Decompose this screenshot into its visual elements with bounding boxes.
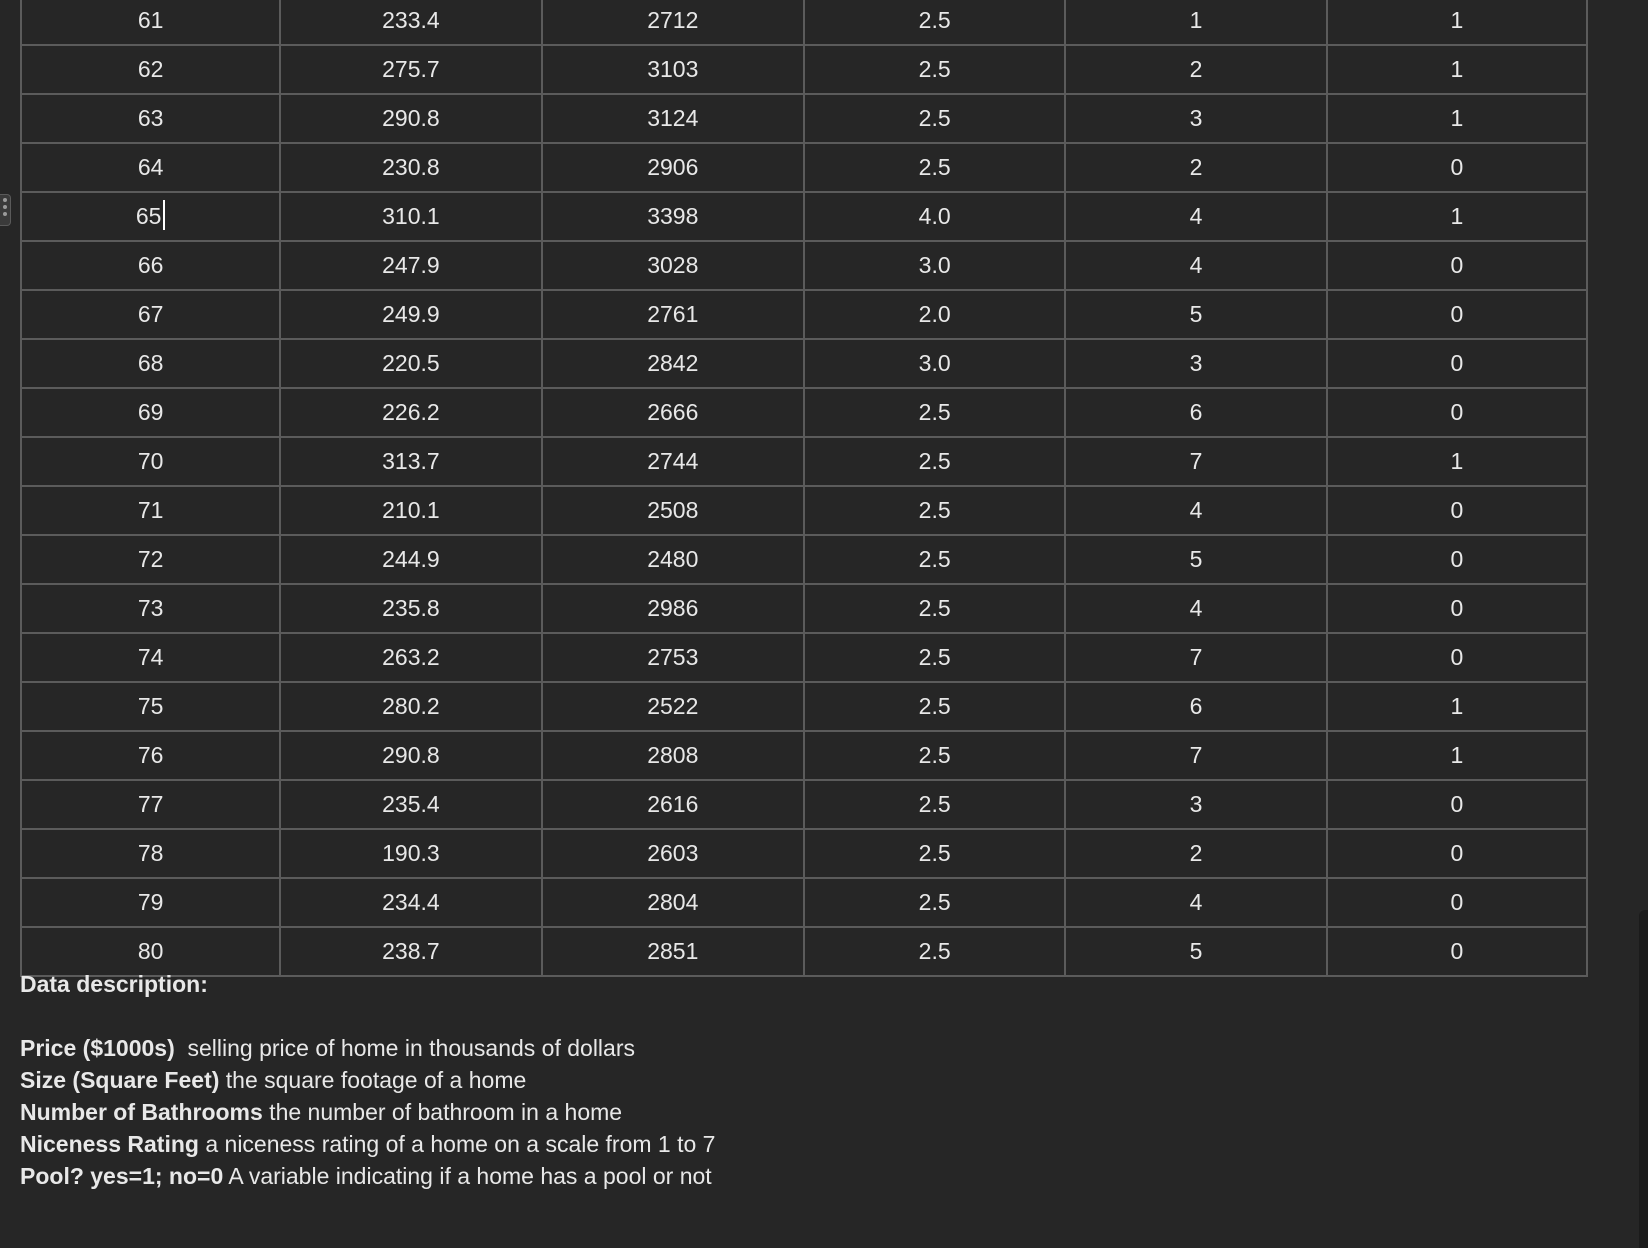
table-cell[interactable] — [21, 45, 280, 94]
table-cell[interactable] — [1065, 94, 1326, 143]
cell-value: 80 — [137, 938, 164, 964]
table-cell[interactable] — [280, 486, 541, 535]
text-cursor — [163, 200, 165, 230]
table-cell[interactable] — [280, 731, 541, 780]
vertical-scrollbar[interactable] — [1639, 0, 1648, 1248]
cell-value: 290.8 — [382, 742, 440, 768]
table-row — [21, 486, 1587, 535]
cell-value: 210.1 — [382, 497, 440, 523]
table-row — [21, 290, 1587, 339]
table-cell[interactable] — [1065, 45, 1326, 94]
cell-value: 0 — [1450, 301, 1464, 327]
table-cell[interactable] — [21, 192, 280, 241]
table-cell[interactable] — [1065, 927, 1326, 976]
table-cell[interactable] — [542, 45, 804, 94]
cell-value: 4 — [1189, 889, 1203, 915]
table-cell[interactable] — [804, 584, 1065, 633]
table-cell[interactable] — [280, 339, 541, 388]
table-cell[interactable] — [542, 535, 804, 584]
table-cell[interactable] — [804, 535, 1065, 584]
cell-value: 1 — [1450, 693, 1464, 719]
table-cell[interactable] — [542, 584, 804, 633]
table-cell[interactable] — [1327, 878, 1587, 927]
table-cell[interactable] — [542, 878, 804, 927]
cell-value: 6 — [1189, 693, 1203, 719]
table-cell[interactable] — [280, 437, 541, 486]
cell-value: 78 — [137, 840, 164, 866]
table-cell[interactable] — [21, 731, 280, 780]
cell-value: 2761 — [647, 301, 699, 327]
table-cell[interactable] — [1327, 927, 1587, 976]
table-cell[interactable] — [1065, 486, 1326, 535]
description-term: Price ($1000s) — [20, 1035, 175, 1061]
description-text: a niceness rating of a home on a scale from 1 to 7 — [198, 1131, 716, 1157]
table-cell[interactable] — [1065, 388, 1326, 437]
cell-value: 244.9 — [382, 546, 440, 572]
cell-value: 2804 — [647, 889, 699, 915]
table-row — [21, 780, 1587, 829]
table-cell[interactable] — [542, 731, 804, 780]
table-cell[interactable] — [804, 829, 1065, 878]
table-cell[interactable] — [21, 535, 280, 584]
table-cell[interactable] — [1065, 731, 1326, 780]
cell-value: 2.0 — [918, 301, 951, 327]
table-cell[interactable] — [804, 388, 1065, 437]
cell-value: 77 — [137, 791, 164, 817]
cell-value: 2.5 — [918, 889, 951, 915]
drag-dot-icon — [3, 198, 7, 202]
table-row — [21, 143, 1587, 192]
cell-value: 2616 — [647, 791, 699, 817]
cell-value: 4 — [1189, 252, 1203, 278]
table-cell[interactable] — [280, 780, 541, 829]
table-cell[interactable] — [21, 143, 280, 192]
cell-value: 2.5 — [918, 399, 951, 425]
cell-value: 2508 — [647, 497, 699, 523]
table-cell[interactable] — [804, 633, 1065, 682]
cell-value: 4 — [1189, 595, 1203, 621]
cell-value: 7 — [1189, 448, 1203, 474]
table-cell[interactable] — [542, 633, 804, 682]
table-cell[interactable] — [804, 45, 1065, 94]
cell-value: 2480 — [647, 546, 699, 572]
cell-value: 2.5 — [918, 448, 951, 474]
cell-value: 2.5 — [918, 693, 951, 719]
cell-value: 233.4 — [382, 7, 440, 33]
cell-value: 5 — [1189, 938, 1203, 964]
cell-value: 3 — [1189, 350, 1203, 376]
table-cell[interactable] — [1327, 780, 1587, 829]
cell-value: 0 — [1450, 791, 1464, 817]
table-cell[interactable] — [804, 290, 1065, 339]
cell-value: 65 — [135, 202, 162, 229]
table-row — [21, 339, 1587, 388]
cell-value: 2666 — [647, 399, 699, 425]
cell-value: 3.0 — [918, 350, 951, 376]
cell-value: 7 — [1189, 742, 1203, 768]
table-cell[interactable] — [280, 535, 541, 584]
table-cell[interactable] — [804, 339, 1065, 388]
cell-value: 2522 — [647, 693, 699, 719]
table-cell[interactable] — [1065, 780, 1326, 829]
cell-value: 3398 — [647, 203, 699, 229]
cell-value: 247.9 — [382, 252, 440, 278]
table-cell[interactable] — [804, 486, 1065, 535]
data-description — [20, 968, 715, 1192]
cell-value: 234.4 — [382, 889, 440, 915]
cell-value: 3 — [1189, 105, 1203, 131]
table-cell[interactable] — [280, 878, 541, 927]
cell-value: 1 — [1450, 742, 1464, 768]
cell-value: 2842 — [647, 350, 699, 376]
cell-value: 2.5 — [918, 7, 951, 33]
description-term: Niceness Rating — [20, 1131, 199, 1157]
table-row — [21, 388, 1587, 437]
cell-value: 0 — [1450, 252, 1464, 278]
cell-value: 4 — [1189, 203, 1203, 229]
table-cell[interactable] — [804, 94, 1065, 143]
table-row — [21, 437, 1587, 486]
table-row — [21, 584, 1587, 633]
table-cell[interactable] — [1065, 0, 1326, 45]
table-cell[interactable] — [1065, 535, 1326, 584]
table-cell[interactable] — [542, 94, 804, 143]
cell-value: 0 — [1450, 399, 1464, 425]
cell-value: 3103 — [647, 56, 699, 82]
table-cell[interactable] — [21, 486, 280, 535]
cell-value: 2.5 — [918, 644, 951, 670]
table-cell[interactable] — [1065, 143, 1326, 192]
cell-value: 75 — [137, 693, 164, 719]
description-text: the square footage of a home — [219, 1067, 527, 1093]
cell-value: 61 — [137, 7, 164, 33]
cell-value: 72 — [137, 546, 164, 572]
table-cell[interactable] — [280, 45, 541, 94]
cell-value: 2.5 — [918, 154, 951, 180]
cell-value: 4.0 — [918, 203, 951, 229]
description-term: Number of Bathrooms — [20, 1099, 263, 1125]
cell-value: 71 — [137, 497, 164, 523]
cell-value: 235.8 — [382, 595, 440, 621]
cell-value: 79 — [137, 889, 164, 915]
cell-value: 3124 — [647, 105, 699, 131]
cell-value: 2753 — [647, 644, 699, 670]
drag-dot-icon — [3, 212, 7, 216]
table-cell[interactable] — [542, 0, 804, 45]
cell-value: 313.7 — [382, 448, 440, 474]
table-row — [21, 535, 1587, 584]
table-cell[interactable] — [280, 241, 541, 290]
table-cell[interactable] — [804, 0, 1065, 45]
description-term: Size (Square Feet) — [20, 1067, 220, 1093]
cell-value: 230.8 — [382, 154, 440, 180]
table-cell[interactable] — [1327, 290, 1587, 339]
description-line — [20, 1160, 715, 1192]
table-cell[interactable] — [804, 878, 1065, 927]
cell-value: 0 — [1450, 840, 1464, 866]
table-cell[interactable] — [21, 388, 280, 437]
cell-value: 4 — [1189, 497, 1203, 523]
table-cell[interactable] — [280, 388, 541, 437]
table-cell[interactable] — [804, 192, 1065, 241]
cell-value: 0 — [1450, 644, 1464, 670]
cell-value: 0 — [1450, 595, 1464, 621]
table-cell[interactable] — [1327, 584, 1587, 633]
cell-value: 2 — [1189, 840, 1203, 866]
table-cell[interactable] — [542, 339, 804, 388]
table-cell[interactable] — [1327, 829, 1587, 878]
table-cell[interactable] — [1327, 731, 1587, 780]
table-row — [21, 94, 1587, 143]
description-text: selling price of home in thousands of dollars — [174, 1035, 635, 1061]
table-cell[interactable] — [1327, 143, 1587, 192]
description-text: the number of bathroom in a home — [262, 1099, 623, 1125]
table-row — [21, 731, 1587, 780]
table-cell[interactable] — [542, 388, 804, 437]
cell-value: 6 — [1189, 399, 1203, 425]
cell-value: 235.4 — [382, 791, 440, 817]
cell-value: 2.5 — [918, 791, 951, 817]
cell-value: 76 — [137, 742, 164, 768]
table-cell[interactable] — [280, 143, 541, 192]
cell-value: 2851 — [647, 938, 699, 964]
cell-value: 290.8 — [382, 105, 440, 131]
data-table — [20, 0, 1588, 977]
table-cell[interactable] — [21, 290, 280, 339]
cell-value: 220.5 — [382, 350, 440, 376]
cell-value: 226.2 — [382, 399, 440, 425]
cell-value: 275.7 — [382, 56, 440, 82]
table-row — [21, 829, 1587, 878]
table-cell[interactable] — [1065, 290, 1326, 339]
cell-value: 7 — [1189, 644, 1203, 670]
cell-value: 5 — [1189, 546, 1203, 572]
table-cell[interactable] — [542, 682, 804, 731]
table-cell[interactable] — [542, 192, 804, 241]
cell-value: 1 — [1450, 448, 1464, 474]
cell-value: 1 — [1189, 7, 1203, 33]
cell-value: 2.5 — [918, 56, 951, 82]
table-cell[interactable] — [280, 94, 541, 143]
cell-value: 2744 — [647, 448, 699, 474]
table-cell[interactable] — [280, 0, 541, 45]
cell-value: 2603 — [647, 840, 699, 866]
table-row — [21, 241, 1587, 290]
table-cell[interactable] — [280, 682, 541, 731]
table-cell[interactable] — [804, 241, 1065, 290]
table-cell[interactable] — [1065, 829, 1326, 878]
description-list — [20, 1032, 715, 1192]
table-cell[interactable] — [1327, 388, 1587, 437]
table-cell[interactable] — [804, 143, 1065, 192]
cell-value: 73 — [137, 595, 164, 621]
table-body — [21, 0, 1587, 976]
cell-value: 3028 — [647, 252, 699, 278]
table-cell[interactable] — [1065, 633, 1326, 682]
table-cell[interactable] — [21, 878, 280, 927]
cell-value: 2712 — [647, 7, 699, 33]
cell-value: 0 — [1450, 350, 1464, 376]
scrollbar-thumb[interactable] — [1639, 910, 1648, 1248]
description-title: Data description: — [20, 971, 208, 997]
table-cell[interactable] — [542, 143, 804, 192]
table-cell[interactable] — [280, 633, 541, 682]
table-cell[interactable] — [542, 780, 804, 829]
cell-value: 0 — [1450, 497, 1464, 523]
cell-value: 2.5 — [918, 497, 951, 523]
table-cell[interactable] — [542, 437, 804, 486]
cell-value: 190.3 — [382, 840, 440, 866]
cell-value: 69 — [137, 399, 164, 425]
cell-value: 2808 — [647, 742, 699, 768]
table-cell[interactable] — [21, 780, 280, 829]
cell-value: 63 — [137, 105, 164, 131]
table-cell[interactable] — [280, 192, 541, 241]
cell-value: 2.5 — [918, 742, 951, 768]
table-row — [21, 682, 1587, 731]
table-cell[interactable] — [1065, 241, 1326, 290]
description-line — [20, 1064, 715, 1096]
cell-value: 2 — [1189, 154, 1203, 180]
cell-value: 1 — [1450, 105, 1464, 131]
table-row — [21, 192, 1587, 241]
table-cell[interactable] — [804, 437, 1065, 486]
cell-value: 64 — [137, 154, 164, 180]
table-row — [21, 45, 1587, 94]
description-line — [20, 1096, 715, 1128]
description-text: A variable indicating if a home has a pool or not — [223, 1163, 712, 1189]
cell-value: 2986 — [647, 595, 699, 621]
cell-value: 2 — [1189, 56, 1203, 82]
cell-value: 1 — [1450, 7, 1464, 33]
table-cell[interactable] — [804, 731, 1065, 780]
table-row — [21, 633, 1587, 682]
table-cell[interactable] — [21, 829, 280, 878]
drag-dot-icon — [3, 205, 7, 209]
cell-value: 310.1 — [382, 203, 440, 229]
cell-value: 2906 — [647, 154, 699, 180]
table-cell[interactable] — [1327, 45, 1587, 94]
cell-value: 62 — [137, 56, 164, 82]
table-cell[interactable] — [280, 290, 541, 339]
cell-value: 0 — [1450, 938, 1464, 964]
cell-value: 0 — [1450, 546, 1464, 572]
cell-value: 249.9 — [382, 301, 440, 327]
table-cell[interactable] — [21, 0, 280, 45]
table-cell[interactable] — [280, 584, 541, 633]
description-term: Pool? yes=1; no=0 — [20, 1163, 224, 1189]
table-cell[interactable] — [1327, 94, 1587, 143]
table-cell[interactable] — [1065, 878, 1326, 927]
cell-value: 263.2 — [382, 644, 440, 670]
table-cell[interactable] — [804, 780, 1065, 829]
cell-value: 74 — [137, 644, 164, 670]
table-cell[interactable] — [1065, 339, 1326, 388]
table-cell[interactable] — [1327, 682, 1587, 731]
cell-value: 67 — [137, 301, 164, 327]
table-cell[interactable] — [1065, 584, 1326, 633]
table-cell[interactable] — [21, 633, 280, 682]
table-row — [21, 0, 1587, 45]
table-cell[interactable] — [21, 94, 280, 143]
table-cell[interactable] — [1327, 486, 1587, 535]
table-cell[interactable] — [1327, 339, 1587, 388]
table-cell[interactable] — [21, 339, 280, 388]
cell-value: 3 — [1189, 791, 1203, 817]
cell-value: 5 — [1189, 301, 1203, 327]
cell-value: 2.5 — [918, 595, 951, 621]
table-cell[interactable] — [542, 241, 804, 290]
table-cell[interactable] — [21, 584, 280, 633]
table-cell[interactable] — [1065, 437, 1326, 486]
cell-value: 70 — [137, 448, 164, 474]
table-cell[interactable] — [1327, 0, 1587, 45]
cell-value: 3.0 — [918, 252, 951, 278]
table-cell[interactable] — [1065, 192, 1326, 241]
cell-value: 280.2 — [382, 693, 440, 719]
table-cell[interactable] — [21, 682, 280, 731]
cell-value: 1 — [1450, 56, 1464, 82]
table-cell[interactable] — [1327, 633, 1587, 682]
table-cell[interactable] — [1065, 682, 1326, 731]
table-cell[interactable] — [542, 290, 804, 339]
table-cell[interactable] — [804, 927, 1065, 976]
description-line — [20, 1032, 715, 1064]
cell-value: 68 — [137, 350, 164, 376]
cell-value: 0 — [1450, 889, 1464, 915]
table-cell[interactable] — [1327, 241, 1587, 290]
table-cell[interactable] — [21, 241, 280, 290]
cell-value: 2.5 — [918, 105, 951, 131]
description-line — [20, 1128, 715, 1160]
cell-value: 0 — [1450, 154, 1464, 180]
cell-value: 2.5 — [918, 938, 951, 964]
table-cell[interactable] — [1327, 535, 1587, 584]
table-cell[interactable] — [21, 437, 280, 486]
table-cell[interactable] — [1327, 192, 1587, 241]
cell-value: 2.5 — [918, 546, 951, 572]
table-cell[interactable] — [280, 829, 541, 878]
table-row — [21, 878, 1587, 927]
cell-value: 238.7 — [382, 938, 440, 964]
cell-value: 1 — [1450, 203, 1464, 229]
table-cell[interactable] — [1327, 437, 1587, 486]
table-cell[interactable] — [542, 486, 804, 535]
table-cell[interactable] — [804, 682, 1065, 731]
cell-value: 2.5 — [918, 840, 951, 866]
row-drag-handle[interactable] — [0, 194, 11, 226]
cell-value: 66 — [137, 252, 164, 278]
table-cell[interactable] — [542, 829, 804, 878]
